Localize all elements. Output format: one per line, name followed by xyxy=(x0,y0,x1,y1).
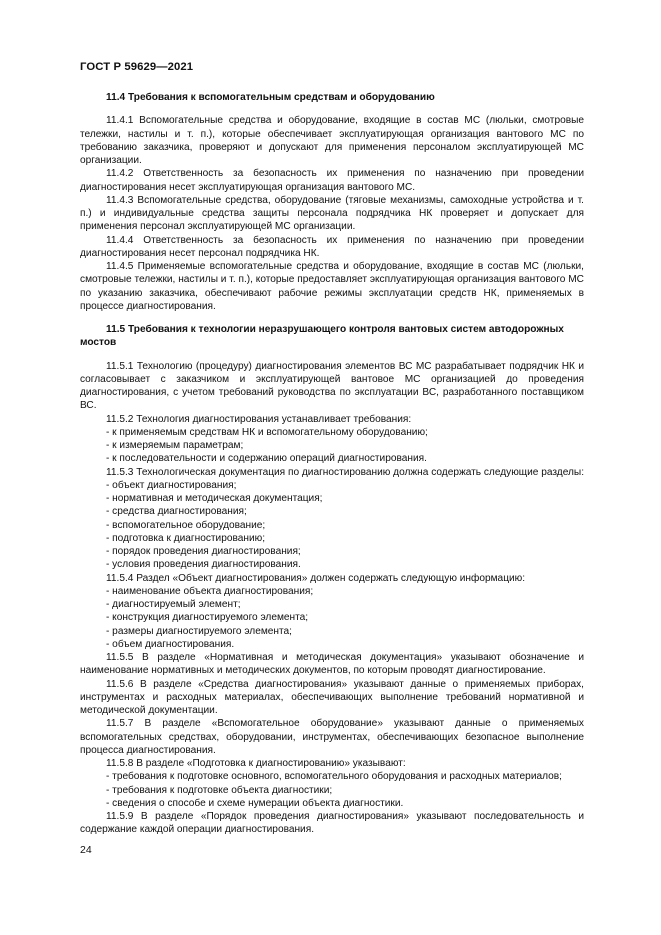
list-item: - подготовка к диагностированию; xyxy=(106,532,266,544)
list-item: - наименование объекта диагностирования; xyxy=(106,585,314,597)
list-item: - к измеряемым параметрам; xyxy=(106,440,244,451)
list-item: - объем диагностирования. xyxy=(106,638,235,650)
paragraph: 11.5.8 В разделе «Подготовка к диагностированию» указывают: xyxy=(106,758,406,769)
spacer xyxy=(80,350,584,360)
document-code-header: ГОСТ Р 59629—2021 xyxy=(80,61,194,73)
paragraph: 11.5.2 Технология диагностирования устанавливает требования: xyxy=(106,413,412,425)
section-heading-11-4: 11.4 Требования к вспомогательным средствам и оборудованию xyxy=(106,92,435,103)
paragraph: 11.4.1 Вспомогательные средства и оборудование, входящие в состав МС (люльки, смотровые тележки, настилы и т. п.), которые обеспечивает эксплуатирующая организация вантового МС по требованию заказчика, проверяют и допускают для применения персоналом эксплуатирующей МС организации. xyxy=(80,115,584,166)
list-item: - конструкция диагностируемого элемента; xyxy=(106,612,309,624)
spacer xyxy=(80,104,584,114)
section-11-5-body xyxy=(80,360,584,837)
paragraph: 11.4.2 Ответственность за безопасность их применения по назначению при проведении диагностирования несет эксплуатирующая организация вантового МС. xyxy=(80,168,584,193)
list-item: - к последовательности и содержанию операций диагностирования. xyxy=(106,453,427,465)
paragraph: 11.4.5 Применяемые вспомогательные средства и оборудование, входящие в состав МС (люльки, смотровые тележки, настилы и т. п.), которые предоставляет эксплуатирующая организация вантового МС по указанию заказчика, обеспечивают рабочие режимы эксплуатации средств НК, применяемых в процессе диагностирования. xyxy=(80,261,584,312)
list-item: - размеры диагностируемого элемента; xyxy=(106,625,292,637)
section-11-4-body xyxy=(80,114,584,313)
paragraph: 11.4.4 Ответственность за безопасность их применения по назначению при проведении диагностирования несет персонал подрядчика НК. xyxy=(80,234,584,259)
paragraph: 11.5.3 Технологическая документация по диагностированию должна содержать следующие разделы: xyxy=(106,466,585,478)
list-item: - требования к подготовке объекта диагностики; xyxy=(106,784,333,796)
list-item: - диагностируемый элемент; xyxy=(106,599,241,610)
paragraph: 11.5.7 В разделе «Вспомогательное оборудование» указывают данные о применяемых вспомогательных средствах, оборудовании, инструментах, обеспечивающих безопасное выполнение процесса диагностирования. xyxy=(80,718,584,756)
list-item: - нормативная и методическая документация; xyxy=(106,493,323,504)
list-item: - требования к подготовке основного, вспомогательного оборудования и расходных материалов; xyxy=(106,771,562,783)
paragraph: 11.5.9 В разделе «Порядок проведения диагностирования» указывают последовательность и содержание каждой операции диагностирования. xyxy=(80,811,584,836)
list-item: - вспомогательное оборудование; xyxy=(106,519,266,531)
list-item: - средства диагностирования; xyxy=(106,506,247,518)
spacer xyxy=(80,313,584,323)
list-item: - сведения о способе и схеме нумерации объекта диагностики. xyxy=(106,797,404,809)
page-number: 24 xyxy=(80,844,92,856)
paragraph: 11.5.4 Раздел «Объект диагностирования» должен содержать следующую информацию: xyxy=(106,572,526,584)
section-heading-11-5: 11.5 Требования к технологии неразрушающего контроля вантовых систем автодорожных мостов xyxy=(80,324,564,349)
paragraph: 11.4.3 Вспомогательные средства, оборудование (тяговые механизмы, самоходные устройства и т. п.) и индивидуальные средства защиты персонала подрядчика НК проверяет и допускает для применения персонал эксплуатирующей МС организации. xyxy=(80,194,584,233)
list-item: - к применяемым средствам НК и вспомогательному оборудованию; xyxy=(106,426,428,438)
paragraph: 11.5.6 В разделе «Средства диагностирования» указывают данные о применяемых приборах, инструментах и расходных материалах, обеспечивающих выполнение требований нормативной и методической документации. xyxy=(80,678,584,716)
list-item: - порядок проведения диагностирования; xyxy=(106,546,301,557)
page-content xyxy=(80,91,584,837)
paragraph: 11.5.5 В разделе «Нормативная и методическая документация» указывают обозначение и наименование нормативных и методических документов, по которым проводят диагностирование. xyxy=(80,652,584,677)
paragraph: 11.5.1 Технологию (процедуру) диагностирования элементов ВС МС разрабатывает подрядчик НК и согласовывает с заказчиком и эксплуатирующей вантовое МС организацией до проведения диагностирования, с учетом требований руководства по эксплуатации ВС, разработанного поставщиком ВС. xyxy=(80,360,584,412)
list-item: - объект диагностирования; xyxy=(106,479,237,491)
list-item: - условия проведения диагностирования. xyxy=(106,559,301,571)
